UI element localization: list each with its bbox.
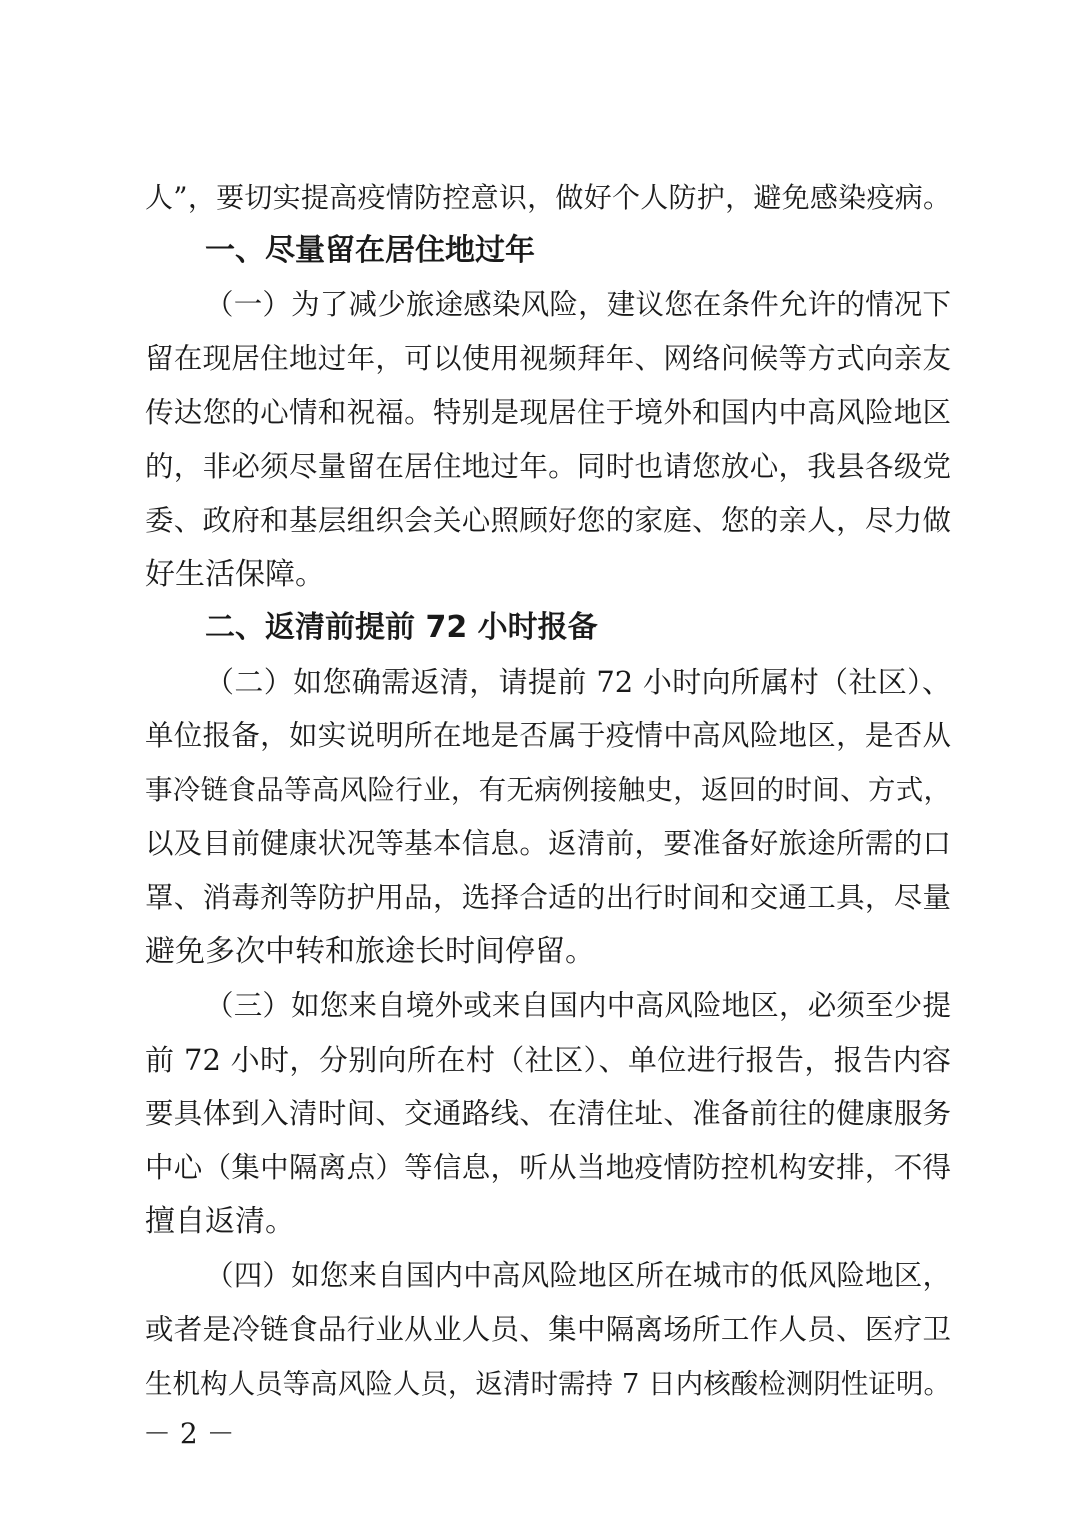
paragraph-1-line: 的，非必须尽量留在居住地过年。同时也请您放心，我县各级党 xyxy=(145,450,951,483)
paragraph-2-line: 事冷链食品等高风险行业，有无病例接触史，返回的时间、方式， xyxy=(145,774,951,806)
paragraph-3-line: 擅自返清。 xyxy=(145,1204,295,1239)
paragraph-1-line: （一）为了减少旅途感染风险，建议您在条件允许的情况下 xyxy=(205,288,951,321)
page-number: － 2 － xyxy=(143,1417,235,1450)
paragraph-2-line: （二）如您确需返清，请提前 72 小时向所属村（社区）、 xyxy=(205,665,951,699)
paragraph-3-line: 前 72 小时，分别向所在村（社区）、单位进行报告，报告内容 xyxy=(145,1043,951,1077)
paragraph-2-line: 避免多次中转和旅途长时间停留。 xyxy=(145,934,595,969)
body-line: 人”，要切实提高疫情防控意识，做好个人防护，避免感染疫病。 xyxy=(145,181,951,214)
paragraph-3-line: （三）如您来自境外或来自国内中高风险地区，必须至少提 xyxy=(205,989,951,1022)
paragraph-4-line: 生机构人员等高风险人员，返清时需持 7 日内核酸检测阴性证明。 xyxy=(145,1368,951,1400)
paragraph-4-line: 或者是冷链食品行业从业人员、集中隔离场所工作人员、医疗卫 xyxy=(145,1313,951,1346)
paragraph-1-line: 传达您的心情和祝福。特别是现居住于境外和国内中高风险地区 xyxy=(145,396,951,429)
paragraph-3-line: 要具体到入清时间、交通路线、在清住址、准备前往的健康服务 xyxy=(145,1097,951,1130)
paragraph-2-line: 罩、消毒剂等防护用品，选择合适的出行时间和交通工具，尽量 xyxy=(145,881,951,914)
section-heading-2: 二、返清前提前 72 小时报备 xyxy=(205,610,598,645)
paragraph-2-line: 单位报备，如实说明所在地是否属于疫情中高风险地区，是否从 xyxy=(145,719,951,752)
paragraph-3-line: 中心（集中隔离点）等信息，听从当地疫情防控机构安排，不得 xyxy=(145,1151,951,1184)
paragraph-4-line: （四）如您来自国内中高风险地区所在城市的低风险地区， xyxy=(205,1259,951,1292)
paragraph-1-line: 好生活保障。 xyxy=(145,557,325,592)
paragraph-2-line: 以及目前健康状况等基本信息。返清前，要准备好旅途所需的口 xyxy=(145,827,951,860)
paragraph-1-line: 留在现居住地过年，可以使用视频拜年、网络问候等方式向亲友 xyxy=(145,342,951,375)
section-heading-1: 一、尽量留在居住地过年 xyxy=(205,233,535,268)
paragraph-1-line: 委、政府和基层组织会关心照顾好您的家庭、您的亲人，尽力做 xyxy=(145,504,951,537)
